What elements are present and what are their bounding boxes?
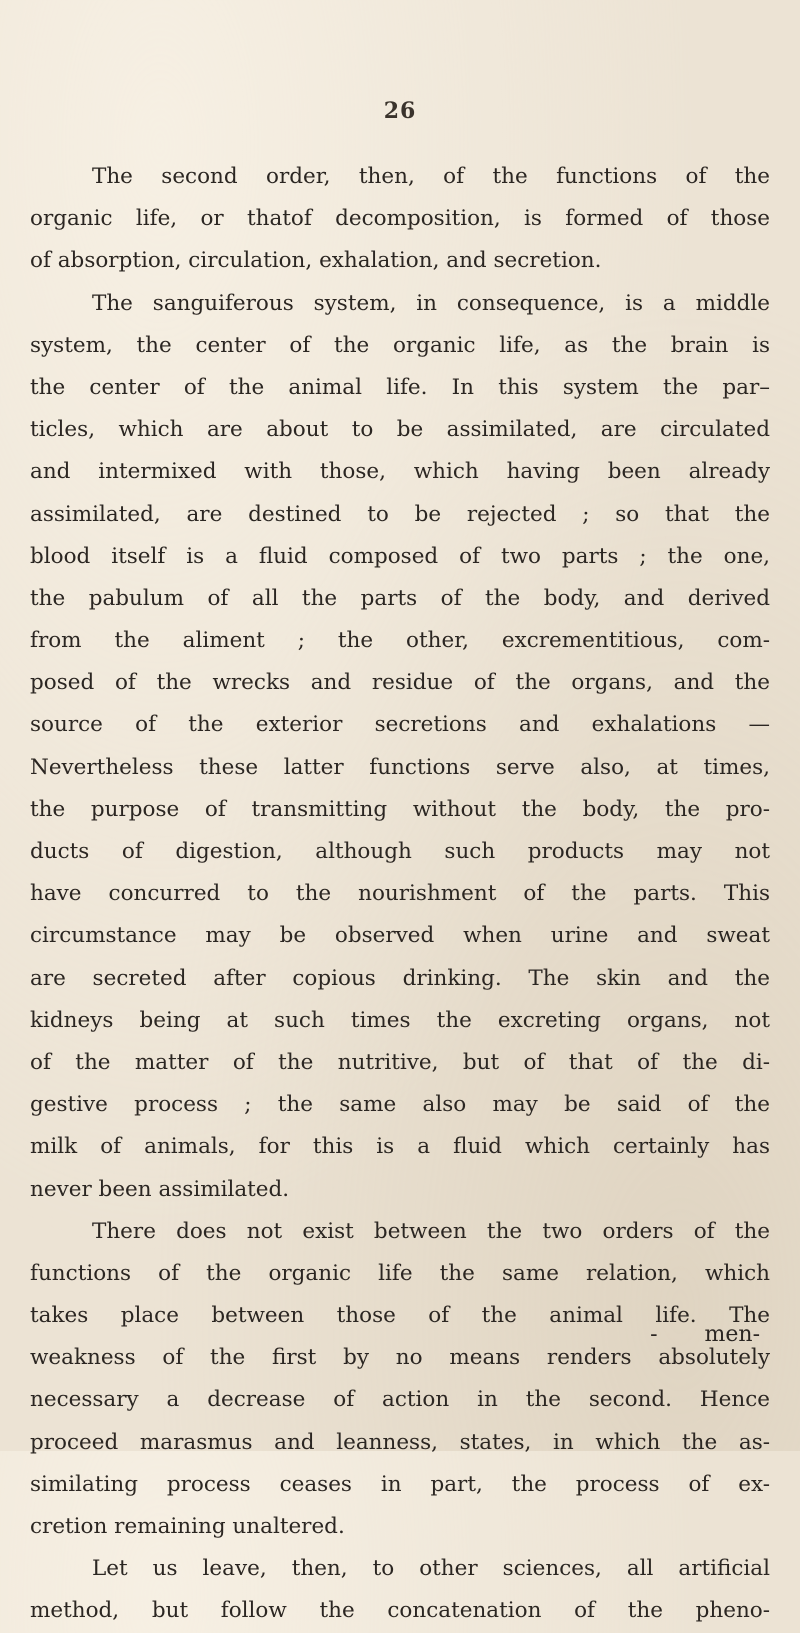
catchword-dash: -	[650, 1322, 658, 1347]
text-line: never been assimilated.	[30, 1176, 290, 1202]
text-line: Nevertheless these latter functions serve also, at times,	[30, 754, 770, 780]
text-line: blood itself is a fluid composed of two parts ; the one,	[30, 543, 770, 569]
text-line: kidneys being at such times the excreting organs, not	[30, 1007, 770, 1033]
text-line: from the aliment ; the other, excrementitious, com-	[30, 628, 770, 654]
text-line: are secreted after copious drinking. The skin and the	[30, 965, 770, 991]
text-line: system, the center of the organic life, as the brain is	[30, 332, 770, 358]
text-line: circumstance may be observed when urine and sweat	[30, 923, 770, 949]
text-line: functions of the organic life the same relation, which	[30, 1260, 770, 1286]
catchword-text: men-	[704, 1322, 760, 1347]
text-line: ticles, which are about to be assimilated, are circulated	[30, 417, 770, 443]
catchword	[0, 1322, 760, 1347]
text-line: weakness of the first by no means renders absolutely	[30, 1345, 770, 1371]
text-line: of absorption, circulation, exhalation, and secretion.	[30, 248, 602, 274]
text-line: organic life, or thatof decomposition, is formed of those	[30, 206, 770, 232]
text-line: and intermixed with those, which having been already	[30, 459, 770, 485]
text-line: posed of the wrecks and residue of the organs, and the	[30, 670, 770, 696]
text-line: assimilated, are destined to be rejected ; so that the	[30, 501, 770, 527]
text-line: necessary a decrease of action in the second. Hence	[30, 1387, 770, 1413]
text-line: takes place between those of the animal life. The	[30, 1303, 770, 1329]
text-line: gestive process ; the same also may be said of the	[30, 1092, 770, 1118]
text-line: Let us leave, then, to other sciences, all artificial	[92, 1556, 770, 1582]
text-line: of the matter of the nutritive, but of that of the di-	[30, 1049, 770, 1075]
text-line: method, but follow the concatenation of the pheno-	[30, 1598, 770, 1624]
text-line: The sanguiferous system, in consequence, is a middle	[92, 290, 770, 316]
text-line: source of the exterior secretions and exhalations —	[30, 712, 770, 738]
text-line: the purpose of transmitting without the body, the pro-	[30, 796, 770, 822]
text-line: cretion remaining unaltered.	[30, 1514, 345, 1539]
text-line: the pabulum of all the parts of the body, and derived	[30, 585, 770, 611]
text-line: the center of the animal life. In this system the par–	[30, 374, 770, 400]
body-text	[30, 156, 770, 1633]
text-line: ducts of digestion, although such products may not	[30, 839, 770, 864]
text-line: The second order, then, of the functions of the	[92, 164, 770, 189]
text-line: similating process ceases in part, the process of ex-	[30, 1471, 770, 1497]
text-line: milk of animals, for this is a fluid which certainly has	[30, 1134, 770, 1160]
text-line: have concurred to the nourishment of the parts. This	[30, 881, 770, 907]
page-number: 26	[383, 98, 417, 124]
text-line: There does not exist between the two orders of the	[92, 1218, 770, 1244]
text-line: proceed marasmus and leanness, states, in which the as-	[30, 1429, 770, 1455]
